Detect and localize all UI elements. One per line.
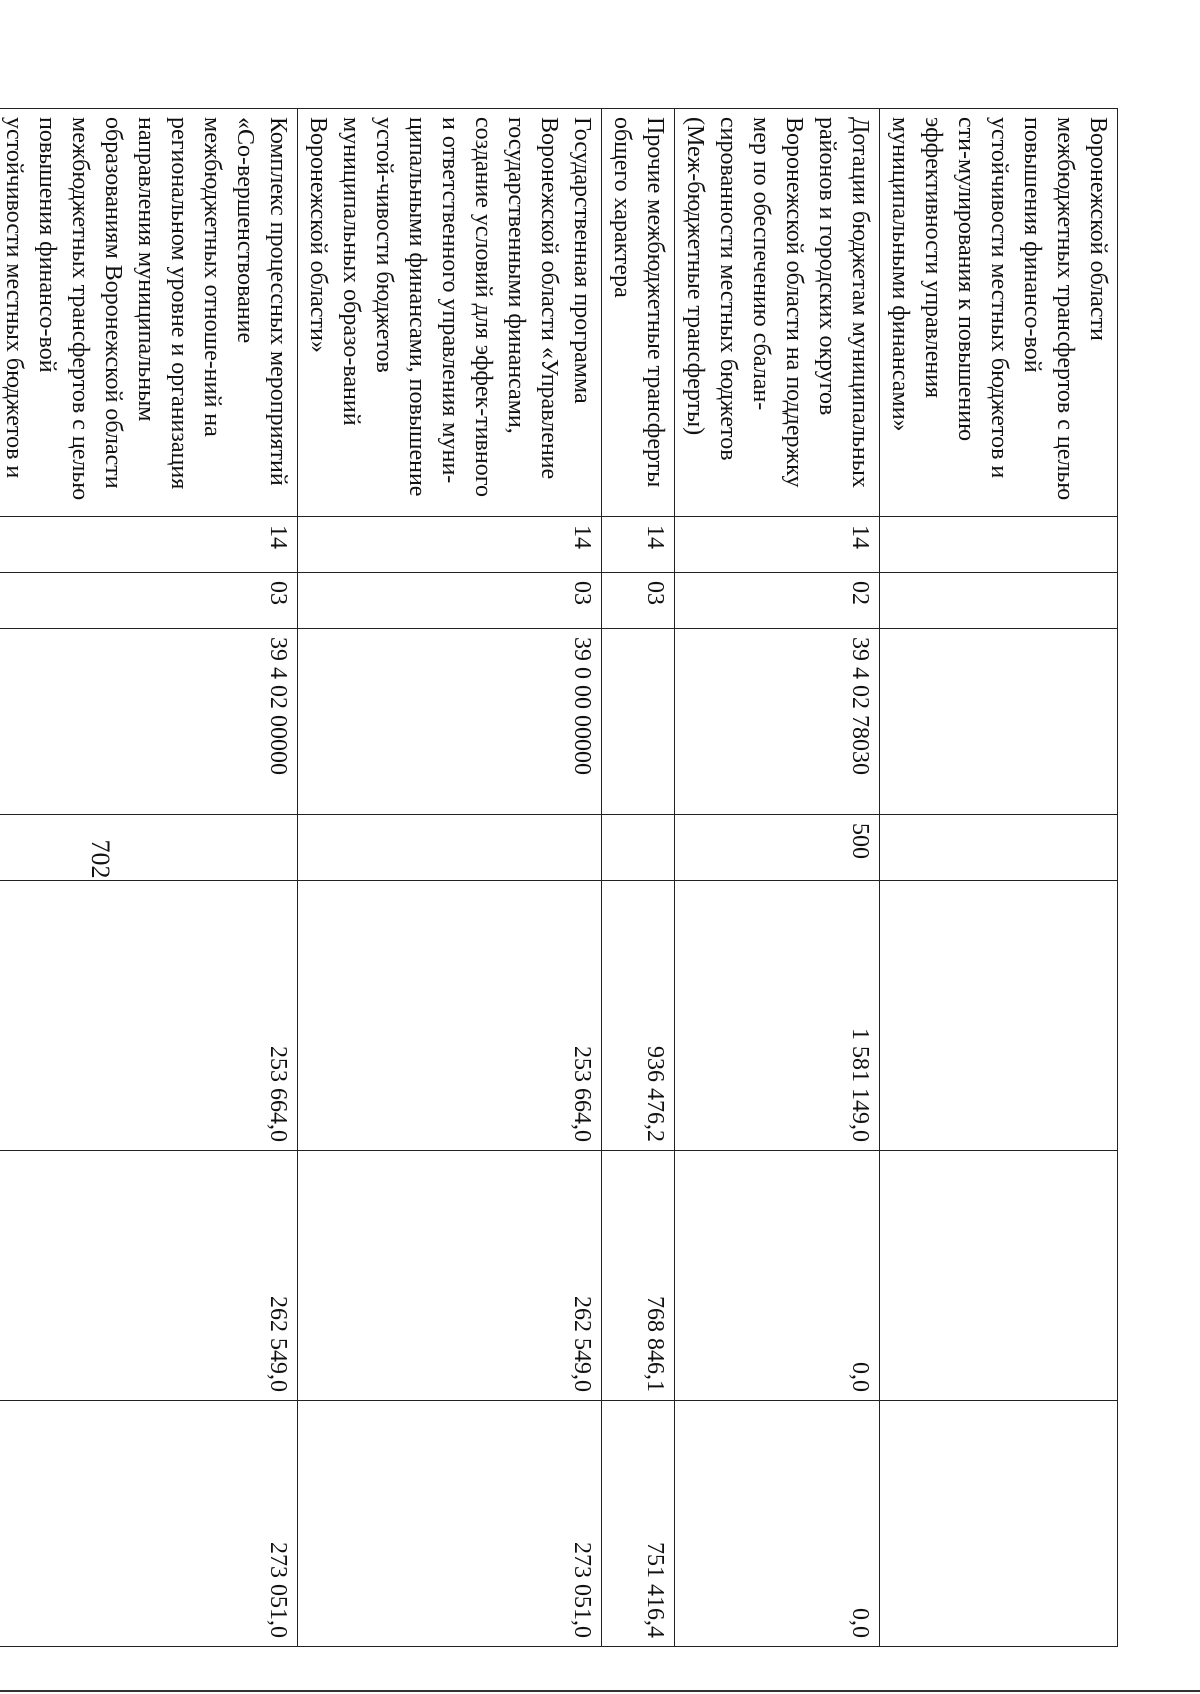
cell-year3: 273 051,0	[298, 1401, 602, 1647]
cell-year1: 1 581 149,0	[675, 881, 880, 1151]
cell-year1: 253 664,0	[298, 881, 602, 1151]
cell-vr	[0, 815, 298, 881]
cell-name: Воронежской области межбюджетных трансфертов с целью повышения финансо-вой устойчивости местных бюджетов и сти-мулирования к повышению эффективности управления муниципальными финансами»	[880, 109, 1118, 517]
cell-csr	[880, 629, 1118, 815]
cell-name: Государственная программа Воронежской области «Управление государственными финансами, создание условий для эффек-тивного и ответственного управления муни-ципальными финансами, повышение устой-чивости бюджетов муниципальных образо-ваний Воронежской области»	[298, 109, 602, 517]
bottom-rule	[0, 1690, 1200, 1692]
cell-csr: 39 4 02 78030	[675, 629, 880, 815]
cell-vr	[298, 815, 602, 881]
cell-rz: 14	[602, 517, 675, 573]
cell-year3: 0,0	[675, 1401, 880, 1647]
cell-rz: 14	[675, 517, 880, 573]
cell-year2: 0,0	[675, 1151, 880, 1401]
cell-pr: 03	[298, 573, 602, 629]
page-number: 702	[86, 839, 115, 879]
cell-name: Дотации бюджетам муниципальных районов и городских округов Воронежской области на поддержку мер по обеспечению сбалан-сированности местных бюджетов (Меж-бюджетные трансферты)	[675, 109, 880, 517]
cell-vr	[602, 815, 675, 881]
cell-year3	[880, 1401, 1118, 1647]
cell-pr: 03	[0, 573, 298, 629]
table-row	[298, 109, 602, 1647]
cell-csr: 39 4 02 00000	[0, 629, 298, 815]
cell-rz	[880, 517, 1118, 573]
table-row	[675, 109, 880, 1647]
cell-year2: 262 549,0	[0, 1151, 298, 1401]
cell-pr: 03	[602, 573, 675, 629]
cell-year2: 262 549,0	[298, 1151, 602, 1401]
cell-year3: 751 416,4	[602, 1401, 675, 1647]
cell-name: Прочие межбюджетные трансферты общего характера	[602, 109, 675, 517]
cell-csr	[602, 629, 675, 815]
cell-name: Комплекс процессных мероприятий «Со-вершенствование межбюджетных отноше-ний на региональном уровне и организация направления муниципальным образованиям Воронежской области межбюджетных трансфертов с целью повышения финансо-вой устойчивости местных бюджетов и	[0, 109, 298, 517]
cell-year2: 768 846,1	[602, 1151, 675, 1401]
cell-year1: 253 664,0	[0, 881, 298, 1151]
table-row	[0, 109, 298, 1647]
cell-vr	[880, 815, 1118, 881]
cell-rz: 14	[298, 517, 602, 573]
cell-year1	[880, 881, 1118, 1151]
cell-rz: 14	[0, 517, 298, 573]
cell-csr: 39 0 00 00000	[298, 629, 602, 815]
cell-year1: 936 476,2	[602, 881, 675, 1151]
table-row	[602, 109, 675, 1647]
cell-vr: 500	[675, 815, 880, 881]
table-row	[880, 109, 1118, 1647]
cell-pr: 02	[675, 573, 880, 629]
budget-table	[0, 108, 1118, 1647]
cell-year2	[880, 1151, 1118, 1401]
cell-pr	[880, 573, 1118, 629]
cell-year3: 273 051,0	[0, 1401, 298, 1647]
